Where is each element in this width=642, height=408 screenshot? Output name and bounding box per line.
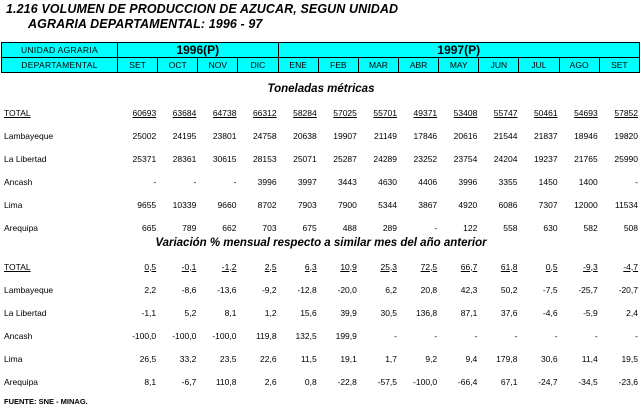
table-cell: - [474, 330, 478, 341]
table-cell: 630 [543, 222, 558, 233]
table-cell: 2,6 [264, 376, 277, 387]
table-cell: 1,7 [385, 353, 398, 364]
table-cell: 122 [463, 222, 478, 233]
table-cell: - [394, 330, 398, 341]
table-cell: 0,8 [304, 376, 317, 387]
table-cell: - [594, 330, 598, 341]
table-cell: 19820 [614, 130, 638, 141]
table-cell: 49371 [413, 107, 438, 118]
table-cell: 66,7 [460, 261, 478, 272]
table-cell: 289 [382, 222, 398, 233]
header-month: JUL [519, 58, 559, 73]
row-label: La Libertad [4, 307, 47, 318]
table-cell: - [434, 330, 438, 341]
table-cell: 8,1 [224, 307, 237, 318]
table-cell: 6,3 [304, 261, 317, 272]
row-label: Lima [4, 353, 23, 364]
table-cell: 72,5 [420, 261, 438, 272]
table-cell: 30,6 [541, 353, 558, 364]
table-cell: 42,3 [460, 284, 478, 295]
table-cell: 7903 [297, 199, 317, 210]
table-cell: - [554, 330, 558, 341]
table-cell: 30,5 [380, 307, 398, 318]
row-label: Arequipa [4, 376, 39, 387]
table-cell: 28153 [252, 153, 277, 164]
table-cell: - [153, 176, 157, 187]
header-month: OCT [158, 58, 198, 73]
table-cell: -4,7 [623, 261, 638, 272]
header-month: FEB [318, 58, 358, 73]
table-cell: 5,2 [184, 307, 197, 318]
table-cell: 24195 [172, 130, 197, 141]
table-row [1, 324, 639, 347]
header-month: ABR [399, 58, 439, 73]
table-cell: 3997 [297, 176, 317, 187]
table-row [1, 124, 639, 147]
header-month: MAR [358, 58, 398, 73]
row-label: Ancash [4, 176, 33, 187]
row-label: Lambayeque [4, 284, 54, 295]
table-cell: 665 [141, 222, 157, 233]
table-cell: 3443 [337, 176, 357, 187]
table-cell: 9,4 [465, 353, 478, 364]
table-cell: - [635, 176, 638, 187]
table-row [1, 301, 639, 324]
table-cell: 26,5 [139, 353, 157, 364]
table-cell: -57,5 [377, 376, 398, 387]
header-month: DIC [238, 58, 278, 73]
header-month: SET [118, 58, 158, 73]
table-cell: 21149 [374, 130, 398, 141]
table-cell: 675 [302, 222, 317, 233]
table-cell: 1,2 [264, 307, 277, 318]
table-cell: 37,6 [500, 307, 518, 318]
table-cell: 8,1 [144, 376, 157, 387]
table-row [1, 170, 639, 193]
table-cell: - [193, 176, 197, 187]
table-cell: 6086 [498, 199, 518, 210]
table-cell: 7900 [337, 199, 357, 210]
table-cell: -34,5 [578, 376, 598, 387]
header-month: SET [599, 58, 639, 73]
table-cell: 19,5 [621, 353, 638, 364]
table-cell: -1,1 [141, 307, 157, 318]
table-cell: 28361 [172, 153, 197, 164]
table-cell: - [233, 176, 237, 187]
table-cell: 39,9 [340, 307, 357, 318]
table-row [1, 347, 639, 370]
variation-table [1, 255, 639, 393]
table-cell: 10339 [172, 199, 197, 210]
row-label: La Libertad [4, 153, 47, 164]
table-cell: 1400 [578, 176, 598, 187]
table-cell: - [514, 330, 518, 341]
table-cell: 63684 [172, 107, 197, 118]
table-cell: 0,5 [545, 261, 558, 272]
table-cell: 87,1 [460, 307, 478, 318]
table-cell: -9,3 [583, 261, 598, 272]
table-row [1, 216, 639, 239]
table-cell: 67,1 [500, 376, 518, 387]
table-cell: 789 [182, 222, 197, 233]
source-footer: FUENTE: SNE - MINAG. [4, 397, 88, 406]
table-cell: -5,9 [583, 307, 598, 318]
table-cell: 4630 [378, 176, 398, 187]
table-cell: 55701 [373, 107, 398, 118]
table-cell: -66,4 [457, 376, 478, 387]
table-cell: -23,6 [618, 376, 638, 387]
table-cell: 662 [222, 222, 237, 233]
table-cell: - [434, 222, 438, 233]
header-year-1996: 1996(P) [118, 43, 279, 58]
table-cell: 24758 [252, 130, 277, 141]
report-title-line1: 1.216 VOLUMEN DE PRODUCCION DE AZUCAR, SEGUN UNIDAD [6, 2, 399, 16]
table-cell: 199,9 [335, 330, 357, 341]
table-cell: 488 [342, 222, 357, 233]
table-cell: 2,4 [626, 307, 638, 318]
table-row [1, 147, 639, 170]
row-label: TOTAL [4, 261, 31, 272]
table-cell: 25002 [132, 130, 157, 141]
row-label: Lima [4, 199, 23, 210]
table-cell: 3996 [458, 176, 478, 187]
table-cell: -8,6 [181, 284, 197, 295]
table-cell: -9,2 [261, 284, 277, 295]
table-cell: 119,8 [255, 330, 277, 341]
table-cell: 2,2 [144, 284, 157, 295]
table-cell: -100,0 [212, 330, 237, 341]
table-cell: -20,7 [618, 284, 638, 295]
table-cell: 3867 [418, 199, 438, 210]
table-cell: -20,0 [337, 284, 357, 295]
table-cell: - [635, 330, 638, 341]
table-cell: 53408 [453, 107, 478, 118]
table-cell: 1450 [538, 176, 558, 187]
table-cell: -0,1 [181, 261, 197, 272]
table-cell: 5344 [378, 199, 398, 210]
table-cell: 17846 [413, 130, 438, 141]
row-label: TOTAL [4, 107, 31, 118]
table-cell: 19,1 [340, 353, 357, 364]
table-cell: 132,5 [295, 330, 317, 341]
table-cell: 11,4 [581, 353, 598, 364]
table-cell: 21544 [493, 130, 518, 141]
row-label: Ancash [4, 330, 33, 341]
header-month: JUN [479, 58, 519, 73]
table-cell: -100,0 [132, 330, 157, 341]
table-cell: 25287 [333, 153, 357, 164]
table-cell: -22,8 [337, 376, 357, 387]
table-cell: 15,6 [300, 307, 317, 318]
table-cell: 12000 [574, 199, 598, 210]
table-cell: 110,8 [215, 376, 237, 387]
table-cell: -25,7 [578, 284, 598, 295]
table-cell: 50,2 [500, 284, 518, 295]
table-cell: 57025 [333, 107, 357, 118]
table-cell: 11,5 [300, 353, 317, 364]
header-month: AGO [559, 58, 599, 73]
table-cell: 3996 [257, 176, 277, 187]
column-header [1, 42, 640, 73]
table-cell: 50461 [533, 107, 558, 118]
table-cell: 25,3 [380, 261, 398, 272]
table-cell: 4920 [458, 199, 478, 210]
table-cell: 2,5 [264, 261, 277, 272]
report-title-line2: AGRARIA DEPARTAMENTAL: 1996 - 97 [28, 17, 263, 31]
table-cell: 54693 [574, 107, 598, 118]
row-label: Arequipa [4, 222, 39, 233]
header-label-line2: DEPARTAMENTAL [2, 58, 118, 73]
table-cell: 23,5 [219, 353, 237, 364]
table-cell: 9655 [137, 199, 157, 210]
table-cell: 10,9 [340, 261, 357, 272]
table-cell: -100,0 [413, 376, 438, 387]
table-row [1, 255, 639, 278]
table-cell: -12,8 [297, 284, 317, 295]
tonnes-table [1, 101, 639, 239]
table-row [1, 101, 639, 124]
table-cell: 23252 [413, 153, 438, 164]
row-label: Lambayeque [4, 130, 54, 141]
table-cell: 61,8 [500, 261, 518, 272]
header-month: NOV [198, 58, 238, 73]
table-cell: -13,6 [217, 284, 237, 295]
section-title-tonnes: Toneladas métricas [267, 83, 375, 95]
table-cell: 22,6 [260, 353, 277, 364]
table-cell: 18946 [574, 130, 598, 141]
table-cell: 582 [583, 222, 598, 233]
header-year-1997: 1997(P) [278, 43, 639, 58]
table-cell: 9,2 [425, 353, 438, 364]
table-row [1, 278, 639, 301]
table-cell: 33,2 [179, 353, 197, 364]
section-title-variation: Variación % mensual respecto a similar mes del año anterior [155, 237, 487, 249]
table-cell: 24289 [373, 153, 398, 164]
table-cell: 23754 [453, 153, 478, 164]
header-month: ENE [278, 58, 318, 73]
header-label-line1: UNIDAD AGRARIA [2, 43, 118, 58]
table-cell: 60693 [132, 107, 157, 118]
table-cell: -1,2 [221, 261, 237, 272]
table-cell: 58284 [293, 107, 317, 118]
table-cell: 23801 [212, 130, 237, 141]
table-cell: 3355 [498, 176, 518, 187]
table-cell: 9660 [217, 199, 237, 210]
table-cell: 7307 [538, 199, 558, 210]
table-cell: 8702 [257, 199, 277, 210]
table-cell: -100,0 [172, 330, 197, 341]
table-cell: 21837 [533, 130, 558, 141]
table-cell: 25071 [293, 153, 317, 164]
table-cell: 19907 [333, 130, 357, 141]
table-cell: 11534 [614, 199, 638, 210]
table-cell: 136,8 [415, 307, 438, 318]
table-cell: 703 [262, 222, 277, 233]
table-row [1, 193, 639, 216]
table-cell: 21765 [574, 153, 598, 164]
table-cell: 6,2 [385, 284, 398, 295]
table-cell: 558 [503, 222, 518, 233]
table-cell: 30615 [212, 153, 237, 164]
table-cell: 179,8 [496, 353, 518, 364]
table-cell: -24,7 [538, 376, 558, 387]
table-cell: 0,5 [144, 261, 157, 272]
table-cell: 57852 [614, 107, 638, 118]
header-month: MAY [439, 58, 479, 73]
table-cell: 64738 [212, 107, 237, 118]
table-cell: 25990 [614, 153, 638, 164]
table-cell: 508 [623, 222, 638, 233]
table-cell: 20638 [293, 130, 317, 141]
table-cell: -6,7 [181, 376, 197, 387]
table-row [1, 370, 639, 393]
table-cell: 55747 [493, 107, 518, 118]
table-cell: 20616 [453, 130, 478, 141]
table-cell: 20,8 [420, 284, 438, 295]
table-cell: 25371 [132, 153, 157, 164]
table-cell: 4406 [418, 176, 438, 187]
table-cell: -7,5 [542, 284, 558, 295]
table-cell: 24204 [493, 153, 518, 164]
table-cell: -4,6 [542, 307, 558, 318]
table-cell: 19237 [533, 153, 558, 164]
table-cell: 66312 [252, 107, 277, 118]
